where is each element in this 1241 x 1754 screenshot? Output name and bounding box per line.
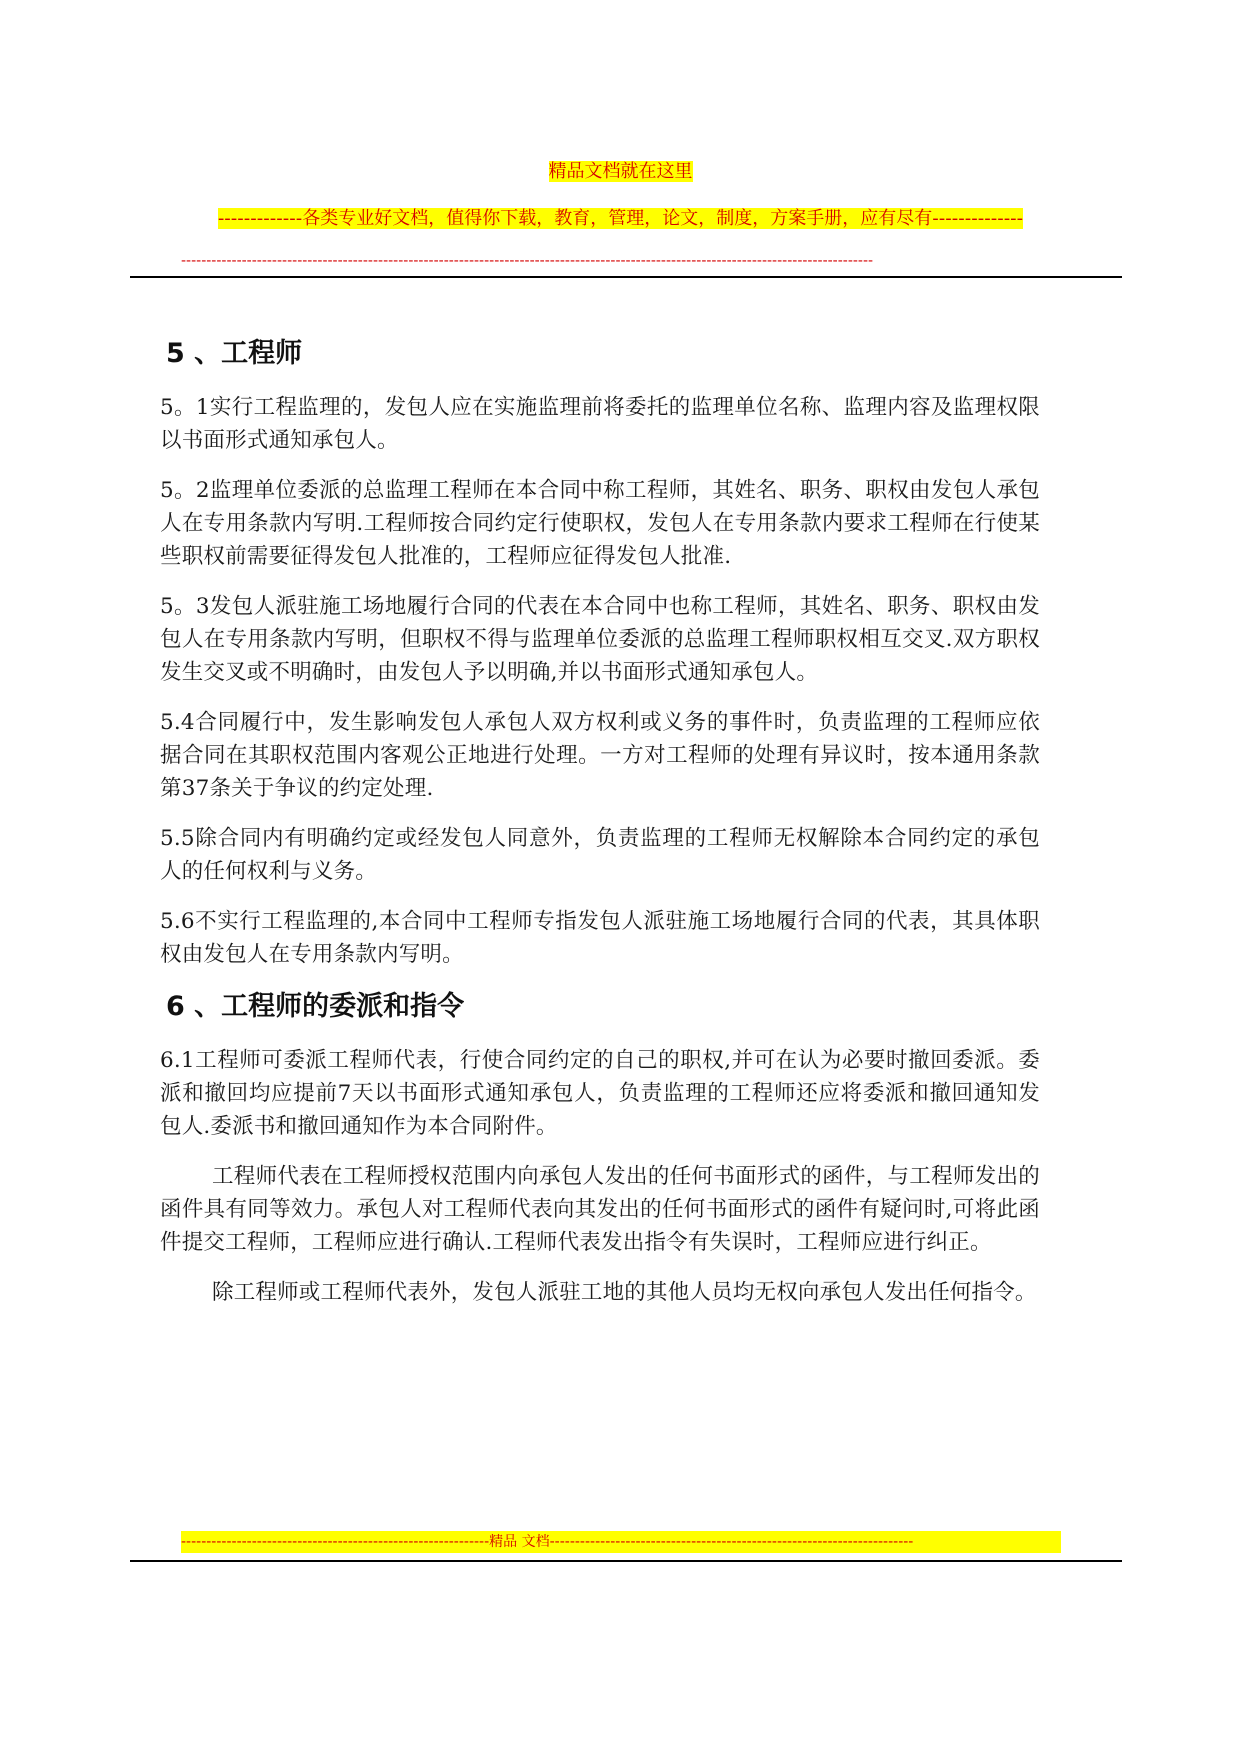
paragraph-5-3: 5。3发包人派驻施工场地履行合同的代表在本合同中也称工程师，其姓名、职务、职权由发包人在专用条款内写明，但职权不得与监理单位委派的总监理工程师职权相互交叉.双方职权发生交叉或不明确时，由发包人予以明确,并以书面形式通知承包人。 — [160, 594, 1040, 685]
document-body — [160, 335, 1040, 1326]
paragraph-6-3: 除工程师或工程师代表外，发包人派驻工地的其他人员均无权向承包人发出任何指令。 — [212, 1280, 1037, 1305]
paragraph-5-2: 5。2监理单位委派的总监理工程师在本合同中称工程师，其姓名、职务、职权由发包人承包人在专用条款内写明.工程师按合同约定行使职权，发包人在专用条款内要求工程师在行使某些职权前需要征得发包人批准的，工程师应征得发包人批准. — [160, 478, 1040, 569]
paragraph-6-2: 工程师代表在工程师授权范围内向承包人发出的任何书面形式的函件，与工程师发出的函件具有同等效力。承包人对工程师代表向其发出的任何书面形式的函件有疑问时,可将此函件提交工程师，工程师应进行确认.工程师代表发出指令有失误时，工程师应进行纠正。 — [160, 1164, 1040, 1255]
section-heading-6: 6 、工程师的委派和指令 — [166, 991, 465, 1022]
paragraph-5-6: 5.6不实行工程监理的,本合同中工程师专指发包人派驻施工场地履行合同的代表，其具体职权由发包人在专用条款内写明。 — [160, 909, 1040, 967]
footer-dashes-left: ------------------------------------------------------------- — [181, 1534, 490, 1550]
section-heading-5: 5 、工程师 — [166, 338, 303, 369]
paragraph-6-1: 6.1工程师可委派工程师代表，行使合同约定的自己的职权,并可在认为必要时撤回委派。委派和撤回均应提前7天以书面形式通知承包人，负责监理的工程师还应将委派和撤回通知发包人.委派书和撤回通知作为本合同附件。 — [160, 1048, 1040, 1139]
page-footer — [181, 1531, 1061, 1553]
header-divider — [130, 276, 1122, 278]
header-title: 精品文档就在这里 — [548, 161, 693, 182]
footer-label: 精品 文档 — [489, 1534, 550, 1550]
footer-divider — [130, 1560, 1122, 1562]
paragraph-5-4: 5.4合同履行中，发生影响发包人承包人双方权利或义务的事件时，负责监理的工程师应依据合同在其职权范围内客观公正地进行处理。一方对工程师的处理有异议时，按本通用条款第37条关于争议的约定处理. — [160, 710, 1040, 801]
header-dash-line: ----------------------------------------------------------------------------------------------------------------------------------------- — [181, 253, 874, 269]
paragraph-5-5: 5.5除合同内有明确约定或经发包人同意外，负责监理的工程师无权解除本合同约定的承包人的任何权利与义务。 — [160, 826, 1040, 884]
header-subtitle: -------------各类专业好文档，值得你下载，教育，管理，论文，制度，方案手册，应有尽有-------------- — [217, 208, 1024, 229]
paragraph-5-1: 5。1实行工程监理的，发包人应在实施监理前将委托的监理单位名称、监理内容及监理权限以书面形式通知承包人。 — [160, 395, 1040, 453]
footer-dashes-right: ------------------------------------------------------------------------ — [549, 1534, 914, 1550]
